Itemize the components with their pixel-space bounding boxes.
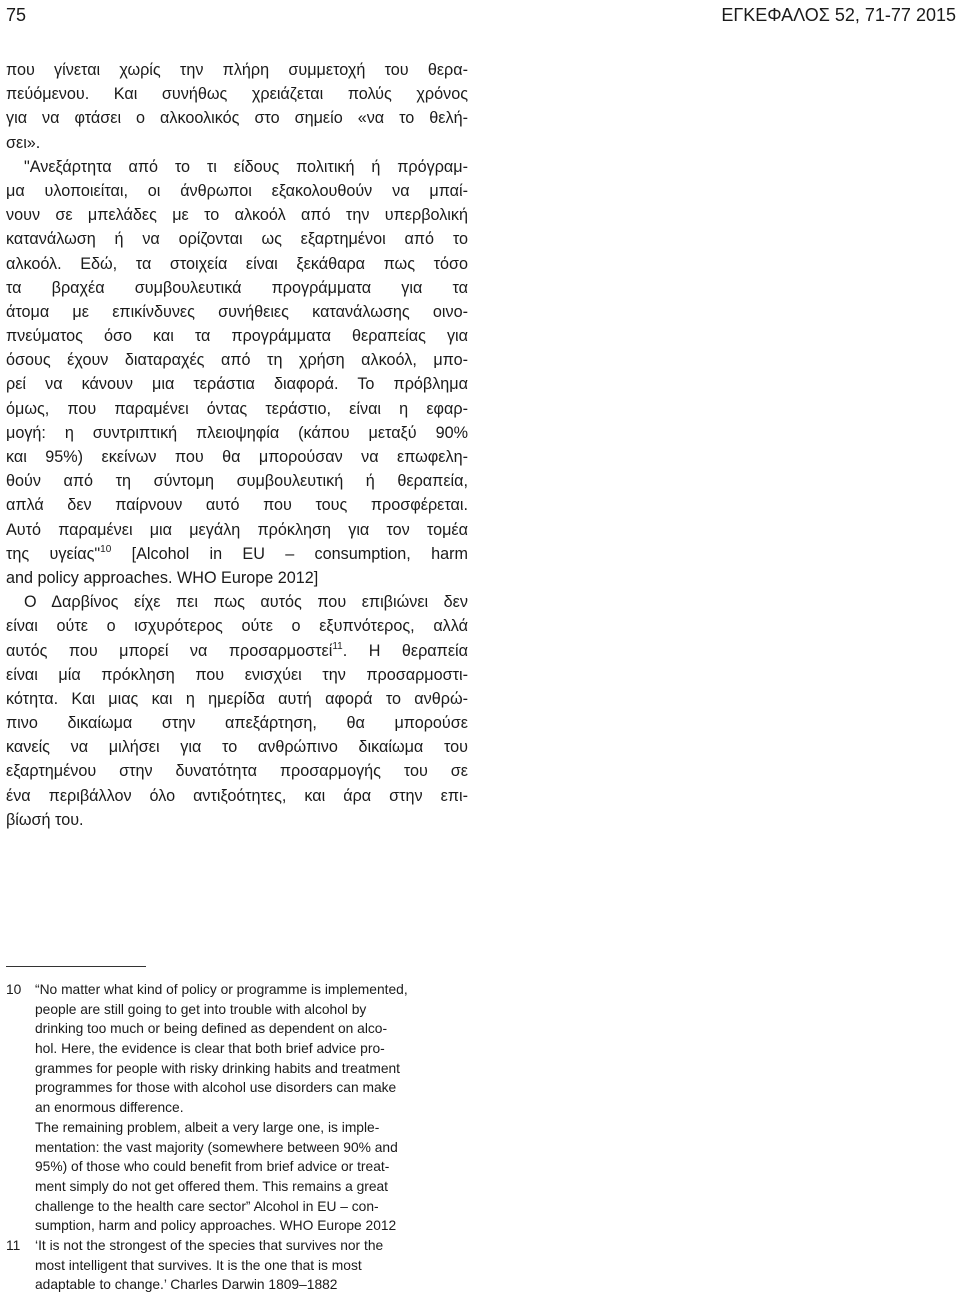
body-line: άτομα με επικίνδυνες συνήθειες κατανάλωσης οινο- <box>6 302 468 321</box>
body-line: νουν σε μπελάδες με το αλκοόλ από την υπερβολική <box>6 206 468 225</box>
body-line: και 95%) εκείνων που θα μπορούσαν να επωφελη- <box>6 448 468 466</box>
footnote-line: grammes for people with risky drinking habits and treatment <box>35 1060 401 1076</box>
footnote-ref-10: 10 <box>100 543 112 555</box>
body-text-fragment: [Alcohol in EU – consumption, harm <box>111 544 468 563</box>
footnote-line: 95%) of those who could benefit from brief advice or treat- <box>35 1159 390 1175</box>
footnote-line: hol. Here, the evidence is clear that both brief advice pro- <box>35 1041 385 1057</box>
body-line: όσους έχουν διαταραχές από τη χρήση αλκοόλ, μπο- <box>6 351 468 370</box>
body-line: εξαρτημένου στην δυνατότητα προσαρμογής του σε <box>6 762 468 781</box>
body-line: Ο Δαρβίνος είχε πει πως αυτός που επιβιώνει δεν <box>24 593 468 612</box>
footnotes <box>6 980 466 1295</box>
body-line: σει». <box>6 133 41 152</box>
body-line: κότητα. Και μιας και η ημερίδα αυτή αφορά το ανθρώ- <box>6 689 468 708</box>
footnote-line: ment simply do not get offered them. This remains a great <box>35 1178 389 1194</box>
body-line: θούν από τη σύντομη συμβουλευτική ή θεραπεία, <box>6 472 468 491</box>
body-text-fragment: αυτός που μπορεί να προσαρμοστεί <box>6 641 333 660</box>
footnote-line: drinking too much or being defined as dependent on alco- <box>35 1021 388 1037</box>
body-text-fragment: . Η θεραπεία <box>342 641 468 660</box>
body-line: τα βραχέα συμβουλευτικά προγράμματα για τα <box>6 278 468 297</box>
footnote-line: mentation: the vast majority (somewhere between 90% and <box>35 1139 398 1155</box>
body-line: "Ανεξάρτητα από το τι είδους πολιτική ή πρόγραμ- <box>24 157 468 176</box>
body-line: αλκοόλ. Εδώ, τα στοιχεία είναι ξεκάθαρα πως τόσο <box>6 254 468 273</box>
body-line: μογή: η συντριπτική πλειοψηφία (κάπου μεταξύ 90% <box>6 423 468 442</box>
body-line: and policy approaches. WHO Europe 2012] <box>6 568 319 587</box>
footnote-line: an enormous difference. <box>35 1100 184 1116</box>
footnote-11 <box>6 1236 466 1295</box>
footnote-number: 10 <box>6 982 22 997</box>
body-line: απλά δεν παίρνουν αυτό που τους προσφέρεται. <box>6 496 468 515</box>
body-line: όμως, που παραμένει όντας τεράστιο, είναι η εφαρ- <box>6 399 468 418</box>
footnote-line: most intelligent that survives. It is the one that is most <box>35 1257 362 1273</box>
page-number: 75 <box>6 5 27 25</box>
body-line: ρεί να κάνουν μια τεράστια διαφορά. Το πρόβλημα <box>6 375 468 394</box>
footnote-line: challenge to the health care sector” Alcohol in EU – con- <box>35 1198 379 1214</box>
body-line: κανείς να μιλήσει για το ανθρώπινο δικαίωμα του <box>6 738 468 757</box>
footnote-line: “No matter what kind of policy or programme is implemented, <box>35 982 408 997</box>
footnote-line: ‘It is not the strongest of the species that survives nor the <box>35 1237 384 1253</box>
body-line: είναι ούτε ο ισχυρότερος ούτε ο εξυπνότερος, αλλά <box>6 617 468 636</box>
running-header: ΕΓΚΕΦΑΛΟΣ 52, 71-77 2015 <box>721 5 956 25</box>
footnote-line: The remaining problem, albeit a very large one, is imple- <box>35 1119 380 1135</box>
footnote-line: people are still going to get into trouble with alcohol by <box>35 1001 367 1017</box>
footnote-ref-11: 11 <box>332 640 343 652</box>
body-line: πινο δικαίωμα στην απεξάρτηση, θα μπορούσε <box>6 714 468 733</box>
body-line: πνεύματος όσο και τα προγράμματα θεραπείας για <box>6 327 468 346</box>
body-line: για να φτάσει ο αλκοολικός στο σημείο «να το θελή- <box>6 109 468 128</box>
body-line: είναι μία πρόκληση που ενισχύει την προσαρμοστι- <box>6 665 468 684</box>
body-line: Αυτό παραμένει μια μεγάλη πρόκληση για τον τομέα <box>6 520 468 539</box>
footnote-10 <box>6 980 466 1236</box>
footnote-divider <box>6 966 146 967</box>
body-line: βίωσή του. <box>6 810 84 829</box>
body-text-fragment: της υγείας" <box>6 544 101 563</box>
body-line: ένα περιβάλλον όλο αντιξοότητες, και άρα στην επι- <box>6 786 468 805</box>
body-line: πεύόμενου. Και συνήθως χρειάζεται πολύς χρόνος <box>6 85 468 104</box>
body-line-with-footnote-ref <box>6 542 468 566</box>
body-line: κατανάλωση ή να ορίζονται ως εξαρτημένοι από το <box>6 230 468 249</box>
body-line: μα υλοποιείται, οι άνθρωποι εξακολουθούν να μπαί- <box>6 181 468 200</box>
body-line-with-footnote-ref <box>6 639 468 663</box>
footnote-line: sumption, harm and policy approaches. WHO Europe 2012 <box>35 1218 397 1234</box>
body-line: που γίνεται χωρίς την πλήρη συμμετοχή του θερα- <box>6 61 468 79</box>
body-text <box>6 58 468 832</box>
footnote-line: programmes for those with alcohol use disorders can make <box>35 1080 397 1096</box>
footnote-line: adaptable to change.’ Charles Darwin 1809–1882 <box>35 1277 338 1293</box>
footnote-number: 11 <box>6 1237 21 1253</box>
